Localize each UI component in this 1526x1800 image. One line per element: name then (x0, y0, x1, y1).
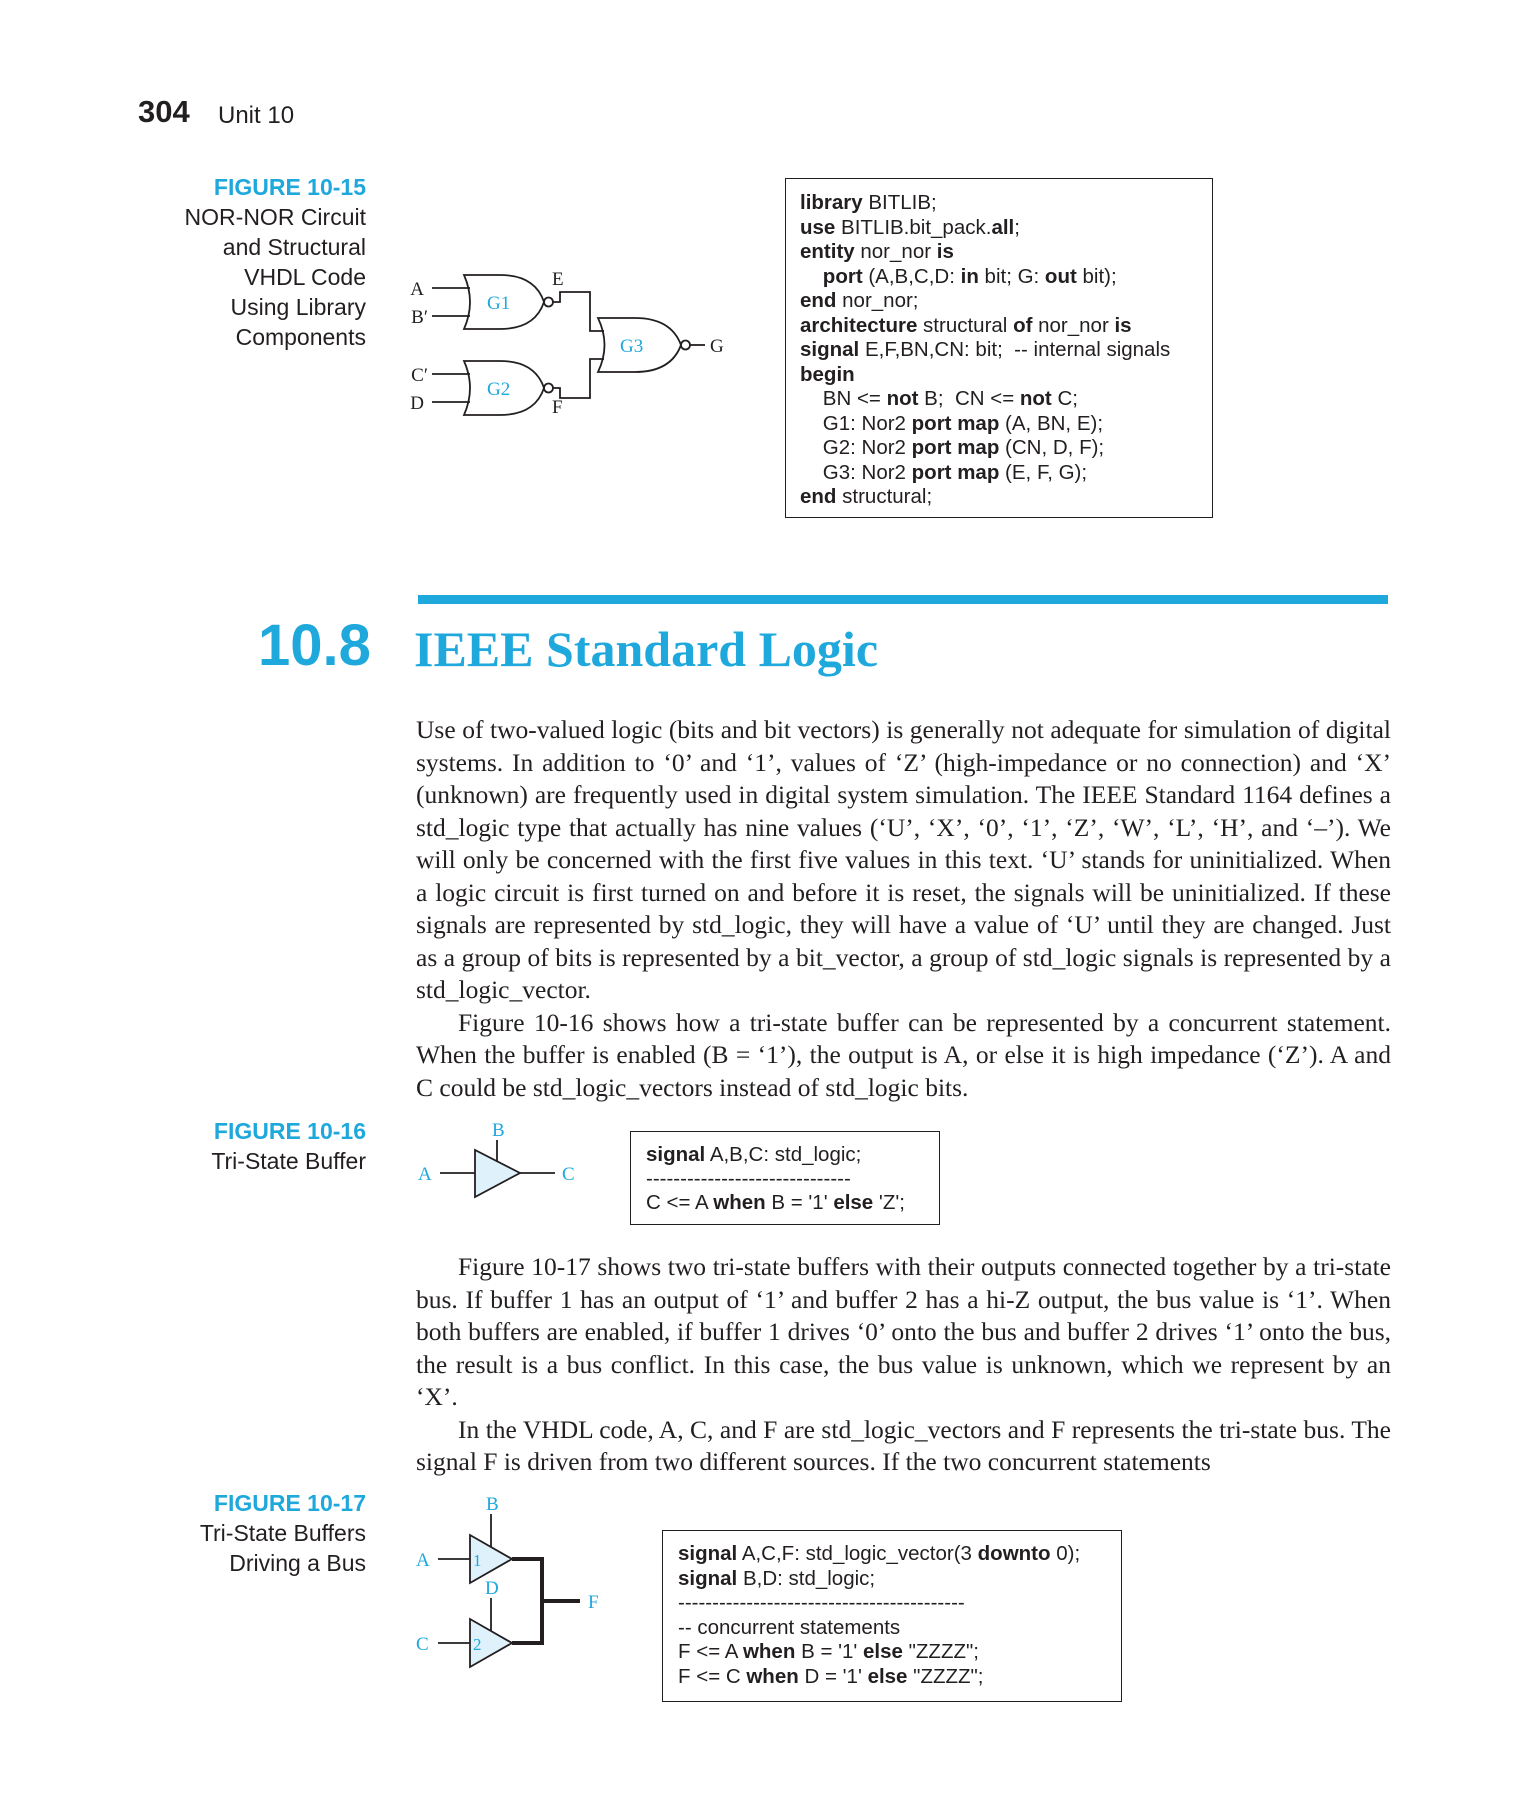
figure-title-line: Driving a Bus (229, 1550, 366, 1576)
code-keyword: begin (800, 362, 855, 386)
code-text: bit; G: (978, 264, 1045, 288)
signal-label-b: B (492, 1120, 505, 1141)
code-line (646, 1191, 924, 1215)
code-text: F <= C (678, 1664, 747, 1688)
code-text: BITLIB; (862, 191, 937, 214)
signal-label-b-prime: B′ (411, 307, 428, 328)
tri-state-bus-diagram (410, 1492, 620, 1682)
code-text: A,B,C: std_logic; (705, 1143, 862, 1166)
paragraph: Figure 10-17 shows two tri-state buffers with their outputs connected together by a tri-state bus. If buffer 1 has an output of ‘1’ and buffer 2 has a hi-Z output, the bus value is ‘1’. When both buffers are enabled, if buffer 1 drives ‘0’ onto the bus and buffer 2 drives ‘1’ onto the bus, the result is a bus conflict. In this case, the bus value is unknown, which we represent by an ‘X’. (416, 1252, 1391, 1411)
code-line (646, 1167, 924, 1191)
vhdl-code-box-nor-nor (785, 178, 1213, 518)
gate-label-g2: G2 (487, 379, 511, 400)
paragraph: Figure 10-16 shows how a tri-state buffer can be represented by a concurrent statement. When the buffer is enabled (B = ‘1’), the output is A, or else it is high impedance (‘Z’). A and C could be std_logic_vectors instead of std_logic bits. (416, 1007, 1391, 1102)
gate-label-g1: G1 (487, 293, 511, 314)
tri-state-buffer-2 (438, 1598, 512, 1667)
tri-state-buffer (440, 1140, 555, 1197)
code-keyword: use (800, 215, 836, 239)
vhdl-code-box-tri-state (630, 1131, 940, 1225)
tri-state-buffer-1 (438, 1514, 512, 1583)
code-text: B,D: std_logic; (737, 1566, 876, 1590)
code-keyword: port (822, 264, 863, 288)
code-text: (A, BN, E); (999, 411, 1104, 435)
vhdl-code-box-tri-state-bus (662, 1530, 1122, 1702)
code-keyword: in (960, 264, 979, 288)
code-line (678, 1591, 1106, 1616)
code-keyword: all (991, 215, 1015, 239)
code-line (800, 314, 1198, 339)
code-text: B = '1' (795, 1640, 864, 1663)
figure-number: FIGURE 10-17 (213, 1490, 366, 1516)
code-text: (A,B,C,D: (862, 264, 961, 288)
code-line (800, 363, 1198, 388)
figure-number: FIGURE 10-16 (213, 1118, 366, 1144)
code-line (678, 1567, 1106, 1592)
section-rule (418, 595, 1388, 604)
code-line (678, 1665, 1106, 1690)
figure-title-line: VHDL Code (244, 264, 366, 290)
code-text: bit); (1076, 264, 1117, 288)
section-title: IEEE Standard Logic (414, 621, 879, 677)
signal-label-e: E (552, 269, 564, 290)
code-line (800, 216, 1198, 241)
code-keyword: port map (911, 460, 1000, 484)
code-text: C; (1051, 387, 1078, 410)
code-line (646, 1143, 924, 1167)
code-keyword: signal (678, 1542, 738, 1565)
code-text: 'Z'; (873, 1191, 905, 1214)
code-text: G2: Nor2 (800, 436, 912, 459)
code-keyword: else (867, 1664, 908, 1688)
code-text: -- concurrent statements (678, 1615, 901, 1639)
code-text: nor_nor; (836, 289, 919, 312)
figure-title-line: and Structural (222, 234, 366, 260)
code-keyword: not (886, 387, 919, 410)
body-text-block-2 (416, 1251, 1391, 1479)
code-text: 0); (1050, 1542, 1081, 1565)
code-text: ; (1014, 215, 1020, 239)
code-text: (E, F, G); (999, 460, 1088, 484)
code-keyword: port map (911, 436, 1000, 459)
tri-state-bus (512, 1559, 580, 1643)
code-line (678, 1616, 1106, 1641)
code-keyword: else (863, 1640, 903, 1663)
code-keyword: port map (911, 411, 1000, 435)
figure-title-line: Tri-State Buffers (199, 1520, 366, 1546)
signal-label-a: A (410, 279, 424, 300)
code-line (800, 265, 1198, 290)
code-text: E,F,BN,CN: bit; -- internal signals (859, 338, 1171, 361)
signal-label-g: G (710, 336, 724, 357)
code-text: nor_nor (1032, 313, 1115, 337)
page-number: 304 (138, 94, 190, 129)
figure-title-line: Components (235, 324, 366, 350)
code-keyword: library (800, 191, 863, 214)
code-text: "ZZZZ"; (907, 1664, 984, 1688)
buffer-label-2: 2 (473, 1635, 482, 1654)
code-line (800, 436, 1198, 461)
code-keyword: signal (678, 1566, 738, 1590)
code-keyword: end (800, 289, 837, 312)
running-header-unit: Unit 10 (218, 102, 295, 129)
code-text: D = '1' (798, 1664, 868, 1688)
figure-title-line: NOR-NOR Circuit (184, 204, 366, 230)
tri-state-buffer-diagram (410, 1118, 600, 1218)
buffer-label-1: 1 (473, 1551, 482, 1570)
code-text: A,C,F: std_logic_vector(3 (737, 1542, 978, 1565)
signal-label-f: F (552, 397, 563, 418)
code-text: BN <= (800, 387, 887, 410)
code-text: BITLIB.bit_pack. (835, 215, 992, 239)
code-line (800, 289, 1198, 314)
code-keyword: is (936, 240, 954, 263)
code-keyword: not (1019, 387, 1052, 410)
code-line (800, 338, 1198, 363)
code-keyword: is (1114, 313, 1132, 337)
figure-10-17-caption (106, 1488, 366, 1578)
code-text: structural (917, 313, 1014, 337)
code-line (800, 240, 1198, 265)
code-keyword: downto (977, 1542, 1051, 1565)
code-line (678, 1640, 1106, 1665)
signal-label-d: D (485, 1578, 499, 1599)
code-line (800, 461, 1198, 486)
code-text: B = '1' (765, 1191, 834, 1214)
code-text: "ZZZZ"; (902, 1640, 979, 1663)
signal-label-a: A (418, 1164, 432, 1185)
code-line (678, 1542, 1106, 1567)
code-keyword: when (742, 1640, 796, 1663)
figure-10-16-caption (106, 1116, 366, 1176)
figure-10-15-caption (106, 172, 366, 352)
figure-title-line: Tri-State Buffer (211, 1148, 366, 1174)
code-text: ------------------------------ (646, 1167, 851, 1190)
code-text (800, 265, 823, 288)
code-keyword: of (1013, 313, 1033, 337)
signal-label-c: C (416, 1634, 429, 1655)
code-text: B; CN <= (918, 387, 1020, 410)
code-keyword: else (833, 1191, 874, 1214)
code-text: structural; (836, 485, 933, 508)
code-keyword: end (800, 485, 837, 508)
signal-label-c: C (562, 1164, 575, 1185)
paragraph: Use of two-valued logic (bits and bit vectors) is generally not adequate for simulation of digital systems. In addition to ‘0’ and ‘1’, values of ‘Z’ (high-impedance or no connection) and ‘X’ (unknown) are frequently used in digital system simulation. The IEEE Standard 1164 defines a std_logic type that actually has nine values (‘U’, ‘X’, ‘0’, ‘1’, ‘Z’, ‘W’, ‘L’, ‘H’, and ‘–’). We will only be concerned with the first five values in this text. ‘U’ stands for uninitialized. When a logic circuit is first turned on and before it is reset, the signals will be uninitialized. If these signals are represented by std_logic, they will have a value of ‘U’ until they are changed. Just as a group of bits is represented by a bit_vector, a group of std_logic signals is represented by a std_logic_vector. (416, 715, 1391, 1004)
code-line (800, 191, 1198, 216)
signal-label-b: B (486, 1494, 499, 1515)
code-keyword: signal (646, 1143, 706, 1166)
code-keyword: architecture (800, 313, 918, 337)
code-text: G3: Nor2 (800, 460, 912, 484)
code-text: C <= A (646, 1191, 714, 1214)
code-line (800, 412, 1198, 437)
code-text: ------------------------------------------ (678, 1591, 965, 1614)
section-number: 10.8 (258, 613, 371, 678)
signal-label-a: A (416, 1550, 430, 1571)
code-text: (CN, D, F); (999, 436, 1105, 459)
signal-label-f: F (588, 1592, 599, 1613)
nor-nor-circuit-diagram (400, 255, 740, 430)
code-keyword: when (713, 1191, 766, 1214)
code-line (800, 485, 1198, 510)
code-keyword: signal (800, 338, 860, 361)
code-text: nor_nor (854, 240, 937, 263)
gate-label-g3: G3 (620, 336, 644, 357)
code-text: G1: Nor2 (800, 411, 912, 435)
code-keyword: when (746, 1664, 799, 1688)
figure-number: FIGURE 10-15 (213, 174, 366, 200)
signal-label-c-prime: C′ (411, 365, 428, 386)
body-text-block-1 (416, 714, 1391, 1104)
paragraph: In the VHDL code, A, C, and F are std_logic_vectors and F represents the tri-state bus. The signal F is driven from two different sources. If the two concurrent statements (416, 1414, 1391, 1476)
code-keyword: out (1044, 264, 1077, 288)
signal-label-d: D (410, 393, 424, 414)
figure-title-line: Using Library (230, 294, 366, 320)
code-keyword: entity (800, 240, 855, 263)
code-line (800, 387, 1198, 412)
code-text: F <= A (678, 1640, 743, 1663)
